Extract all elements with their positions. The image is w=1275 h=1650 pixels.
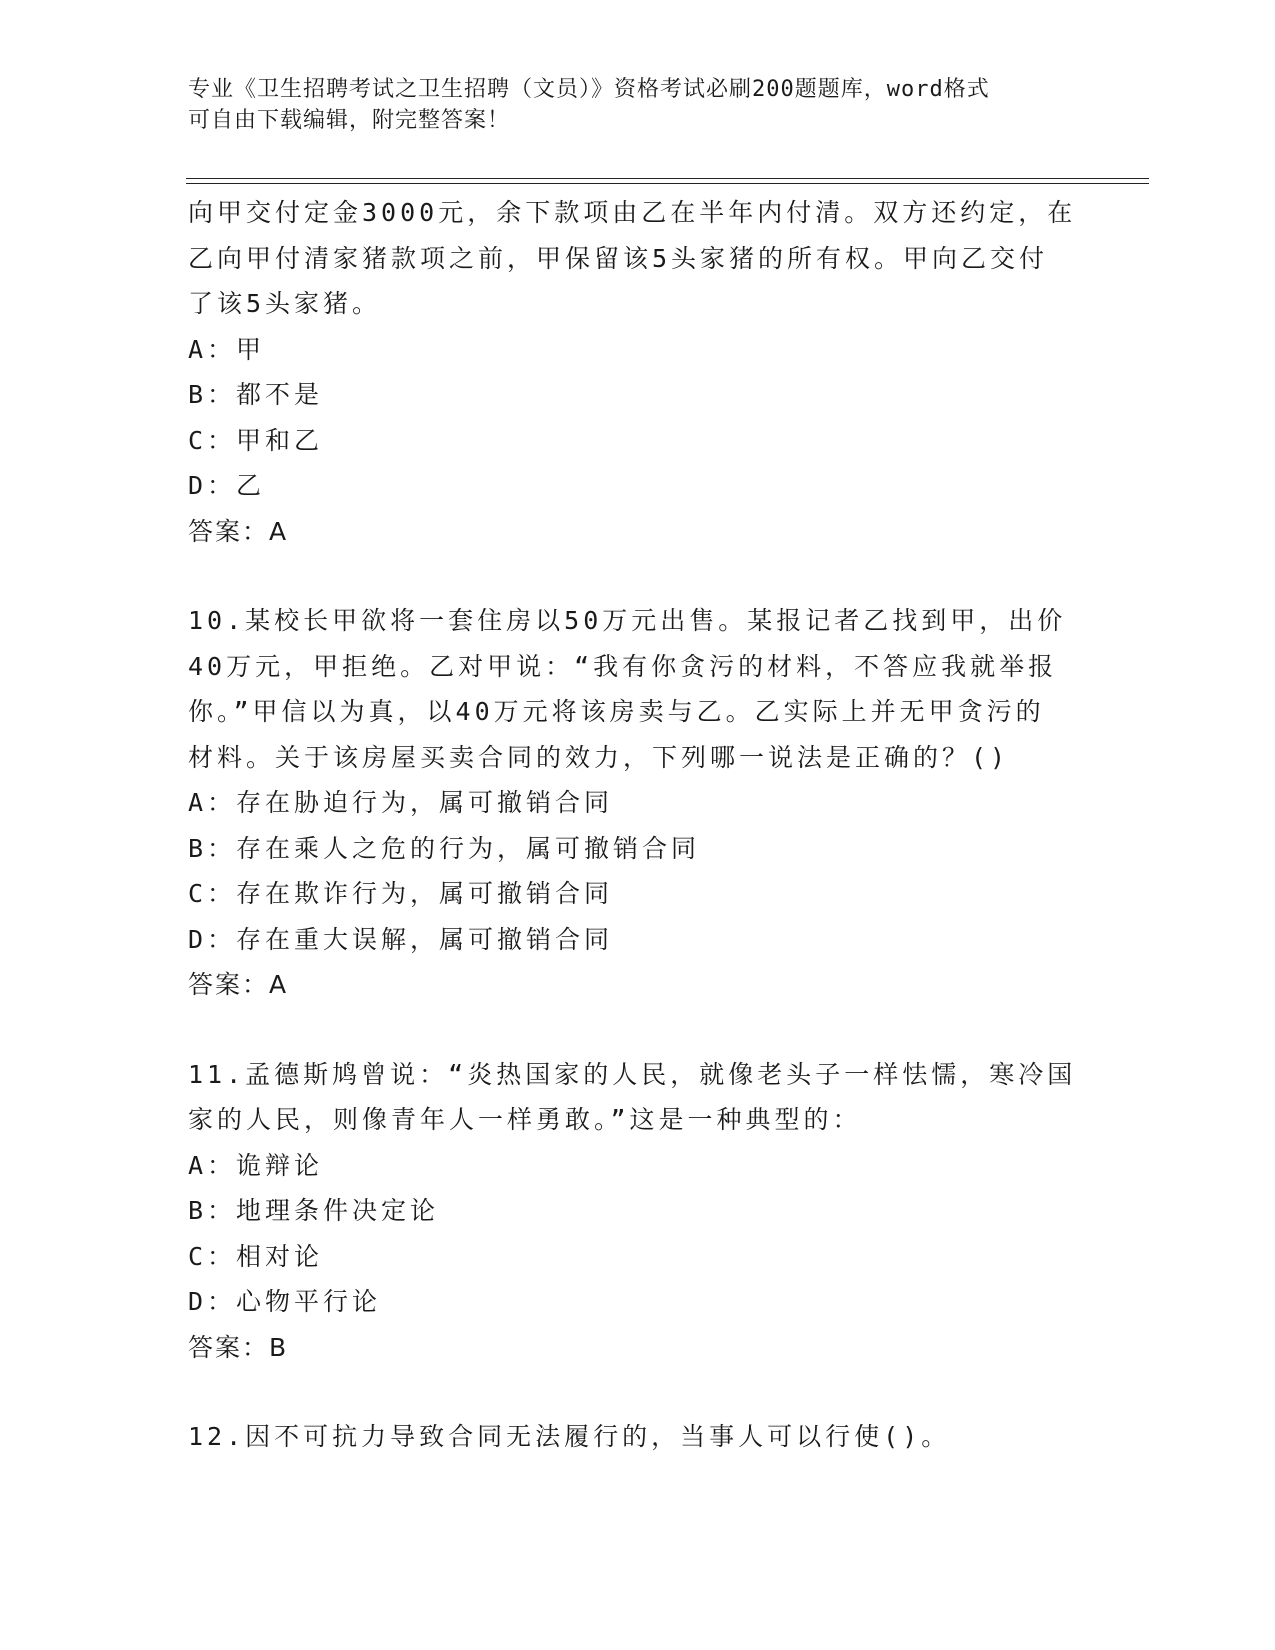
option-b: B：存在乘人之危的行为，属可撤销合同 [188,833,701,863]
question-text-line: 11.孟德斯鸠曾说：“炎热国家的人民，就像老头子一样怯懦，寒冷国 [188,1059,1077,1089]
question-spacer [188,1008,1088,1052]
option-b: B：地理条件决定论 [188,1196,440,1225]
option-d: D：存在重大误解，属可撤销合同 [188,924,614,954]
option-c: C：相对论 [188,1241,324,1271]
option-a: A：诡辩论 [188,1150,324,1180]
option-d: D：乙 [188,471,266,500]
question-spacer [188,1370,1088,1414]
question-text-line: 材料。关于该房屋买卖合同的效力，下列哪一说法是正确的？() [188,742,1010,772]
option-c: C：存在欺诈行为，属可撤销合同 [188,879,614,908]
question-text-line: 了该5头家猪。 [188,289,382,318]
option-d: D：心物平行论 [188,1287,382,1316]
option-c: C：甲和乙 [188,425,324,455]
question-text-line: 向甲交付定金3000元，余下款项由乙在半年内付清。双方还约定，在 [188,198,1077,227]
answer-line: 答案：A [188,516,289,546]
option-a: A：存在胁迫行为，属可撤销合同 [188,788,614,817]
question-spacer [188,554,1088,598]
question-10 [188,598,1088,1008]
option-a: A：甲 [188,334,266,364]
question-text-line: 家的人民，则像青年人一样勇敢。”这是一种典型的： [188,1105,862,1134]
question-text-line: 40万元，甲拒绝。乙对甲说：“我有你贪污的材料，不答应我就举报 [188,651,1058,681]
header-line-2: 可自由下载编辑，附完整答案！ [188,108,511,133]
answer-line: 答案：B [188,1332,289,1362]
question-text-line: 10.某校长甲欲将一套住房以50万元出售。某报记者乙找到甲，出价 [188,606,1067,635]
question-text-line: 乙向甲付清家猪款项之前，甲保留该5头家猪的所有权。甲向乙交付 [188,243,1049,273]
question-text-line: 12.因不可抗力导致合同无法履行的，当事人可以行使()。 [188,1422,951,1451]
page-header [188,74,1068,136]
option-b: B：都不是 [188,380,324,409]
question-continuation [188,190,1088,554]
header-line-1: 专业《卫生招聘考试之卫生招聘（文员）》资格考试必刷200题题库，word格式 [188,77,990,102]
document-body [188,190,1088,1460]
question-text-line: 你。”甲信以为真，以40万元将该房卖与乙。乙实际上并无甲贪污的 [188,697,1045,726]
question-12 [188,1414,1088,1460]
answer-line: 答案：A [188,970,289,999]
header-divider-bottom [186,183,1149,184]
header-divider-top [186,178,1149,179]
question-11 [188,1052,1088,1371]
